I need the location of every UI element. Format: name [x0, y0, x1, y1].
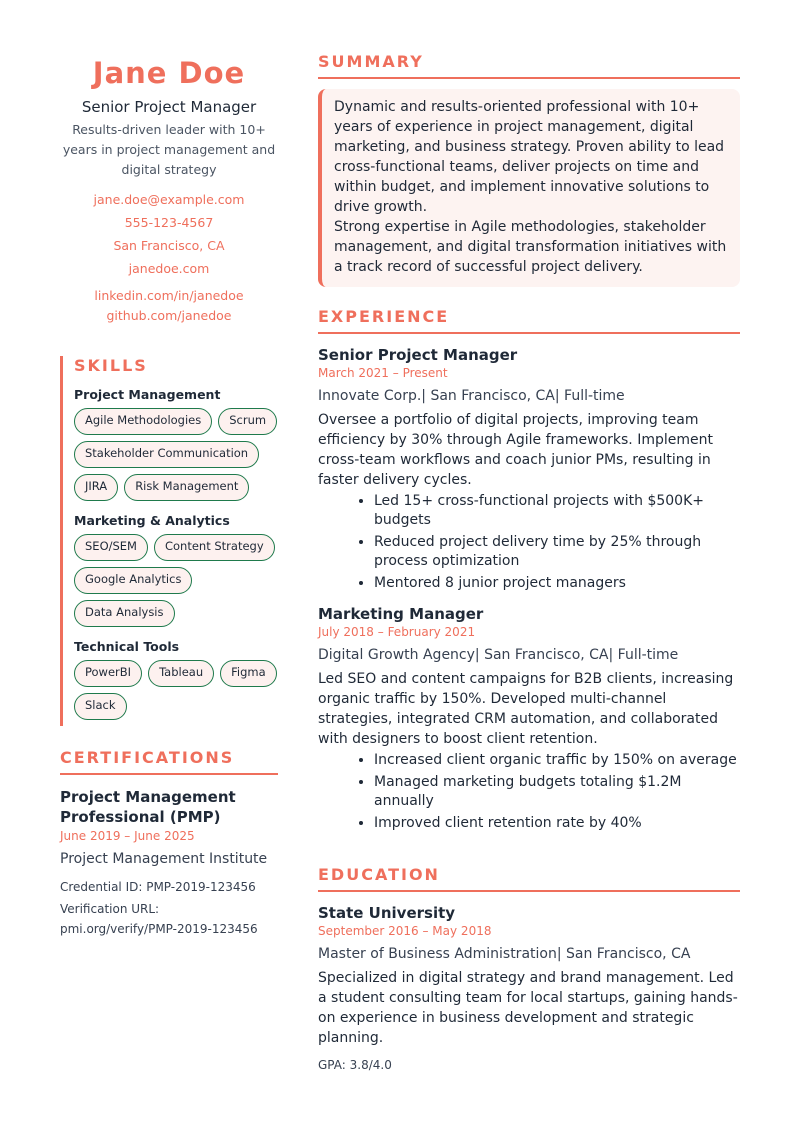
summary-heading: SUMMARY [318, 52, 424, 71]
education-date: September 2016 – May 2018 [318, 924, 492, 938]
skill-category-marketing: Marketing & Analytics [74, 513, 230, 528]
skills-section [60, 356, 278, 726]
list-item: • Led 15+ cross-functional projects with $500K+ budgets [374, 492, 740, 530]
candidate-name: Jane Doe [92, 56, 246, 90]
job-meta: Digital Growth Agency| San Francisco, CA| Full-time [318, 647, 679, 663]
list-item: • Increased client organic traffic by 150% on average [374, 751, 740, 770]
cert-credential: Credential ID: PMP-2019-123456 [60, 880, 256, 894]
location-text: San Francisco, CA [113, 238, 225, 253]
list-item: • Reduced project delivery time by 25% through process optimization [374, 533, 740, 571]
certifications-section [60, 748, 278, 939]
job-meta: Innovate Corp.| San Francisco, CA| Full-time [318, 388, 625, 404]
job-title: Marketing Manager [318, 605, 484, 623]
cert-issuer: Project Management Institute [60, 851, 268, 867]
job-date: March 2021 – Present [318, 366, 448, 380]
social-links [60, 286, 278, 326]
website-link[interactable]: janedoe.com [128, 261, 210, 276]
github-link[interactable]: github.com/janedoe [106, 308, 232, 323]
job-entry [318, 346, 740, 593]
skills-heading: SKILLS [74, 356, 148, 375]
left-column [60, 56, 278, 939]
skill-pill-group [74, 660, 278, 720]
list-item: • Managed marketing budgets totaling $1.2M annually [374, 773, 740, 811]
skill-pill: JIRA [74, 474, 118, 501]
section-divider [318, 332, 740, 334]
skill-pill: Slack [74, 693, 127, 720]
cert-name: Project Management Professional (PMP) [60, 788, 236, 826]
summary-paragraph: Strong expertise in Agile methodologies, stakeholder management, and digital transformation initiatives with a track record of successful project delivery. [334, 219, 727, 275]
job-date: July 2018 – February 2021 [318, 625, 476, 639]
section-divider [318, 890, 740, 892]
email-link[interactable]: jane.doe@example.com [93, 192, 245, 207]
skill-category-project-management: Project Management [74, 387, 221, 402]
certifications-heading: CERTIFICATIONS [60, 748, 235, 767]
skill-pill: Content Strategy [154, 534, 275, 561]
summary-paragraph: Dynamic and results-oriented professional with 10+ years of experience in project management, digital marketing, and business strategy. Proven ability to lead cross-functional teams, deliver projects on time and within budget, and implement innovative solutions to drive growth. [334, 99, 725, 215]
candidate-tagline: Results-driven leader with 10+ years in project management and digital strategy [62, 122, 276, 177]
cert-verification-label: Verification URL: [60, 902, 160, 916]
skill-pill: Google Analytics [74, 567, 192, 594]
contact-block [60, 188, 278, 280]
job-entry [318, 605, 740, 833]
list-item: • Improved client retention rate by 40% [374, 814, 740, 833]
cert-date: June 2019 – June 2025 [60, 829, 195, 843]
skill-pill: Risk Management [124, 474, 249, 501]
list-item: • Mentored 8 junior project managers [374, 574, 740, 593]
section-divider [318, 77, 740, 79]
skill-pill: Data Analysis [74, 600, 175, 627]
skill-pill-group [74, 408, 278, 501]
education-description: Specialized in digital strategy and brand management. Led a student consulting team for local startups, gaining hands-on experience in business development and strategic planning. [318, 970, 738, 1046]
section-divider [60, 773, 278, 775]
candidate-title: Senior Project Manager [81, 98, 257, 116]
skill-pill: Tableau [148, 660, 214, 687]
job-title: Senior Project Manager [318, 346, 518, 364]
right-column [318, 52, 740, 1072]
skill-pill: Scrum [218, 408, 277, 435]
education-heading: EDUCATION [318, 865, 440, 884]
experience-heading: EXPERIENCE [318, 307, 450, 326]
summary-section [318, 52, 740, 287]
cert-verification-url[interactable]: pmi.org/verify/PMP-2019-123456 [60, 922, 258, 936]
summary-box [318, 89, 740, 287]
linkedin-link[interactable]: linkedin.com/in/janedoe [94, 288, 244, 303]
phone-text: 555-123-4567 [124, 215, 214, 230]
skill-pill: PowerBI [74, 660, 142, 687]
job-description: Oversee a portfolio of digital projects, improving team efficiency by 30% through Agile frameworks. Implement cross-team workflows and coach junior PMs, resulting in faster delivery cycles. [318, 412, 713, 488]
skill-category-technical: Technical Tools [74, 639, 180, 654]
skill-pill: SEO/SEM [74, 534, 148, 561]
experience-section [318, 307, 740, 833]
skill-pill: Figma [220, 660, 277, 687]
job-description: Led SEO and content campaigns for B2B clients, increasing organic traffic by 150%. Developed multi-channel strategies, integrated CRM automation, and collaborated with designers to boost client retention. [318, 671, 734, 747]
degree-meta: Master of Business Administration| San Francisco, CA [318, 946, 691, 962]
skill-pill-group [74, 534, 278, 627]
skill-pill: Agile Methodologies [74, 408, 212, 435]
education-section [318, 865, 740, 1072]
skill-pill: Stakeholder Communication [74, 441, 259, 468]
school-name: State University [318, 904, 456, 922]
gpa-text: GPA: 3.8/4.0 [318, 1058, 392, 1072]
job-bullets [318, 492, 740, 593]
job-bullets [318, 751, 740, 833]
